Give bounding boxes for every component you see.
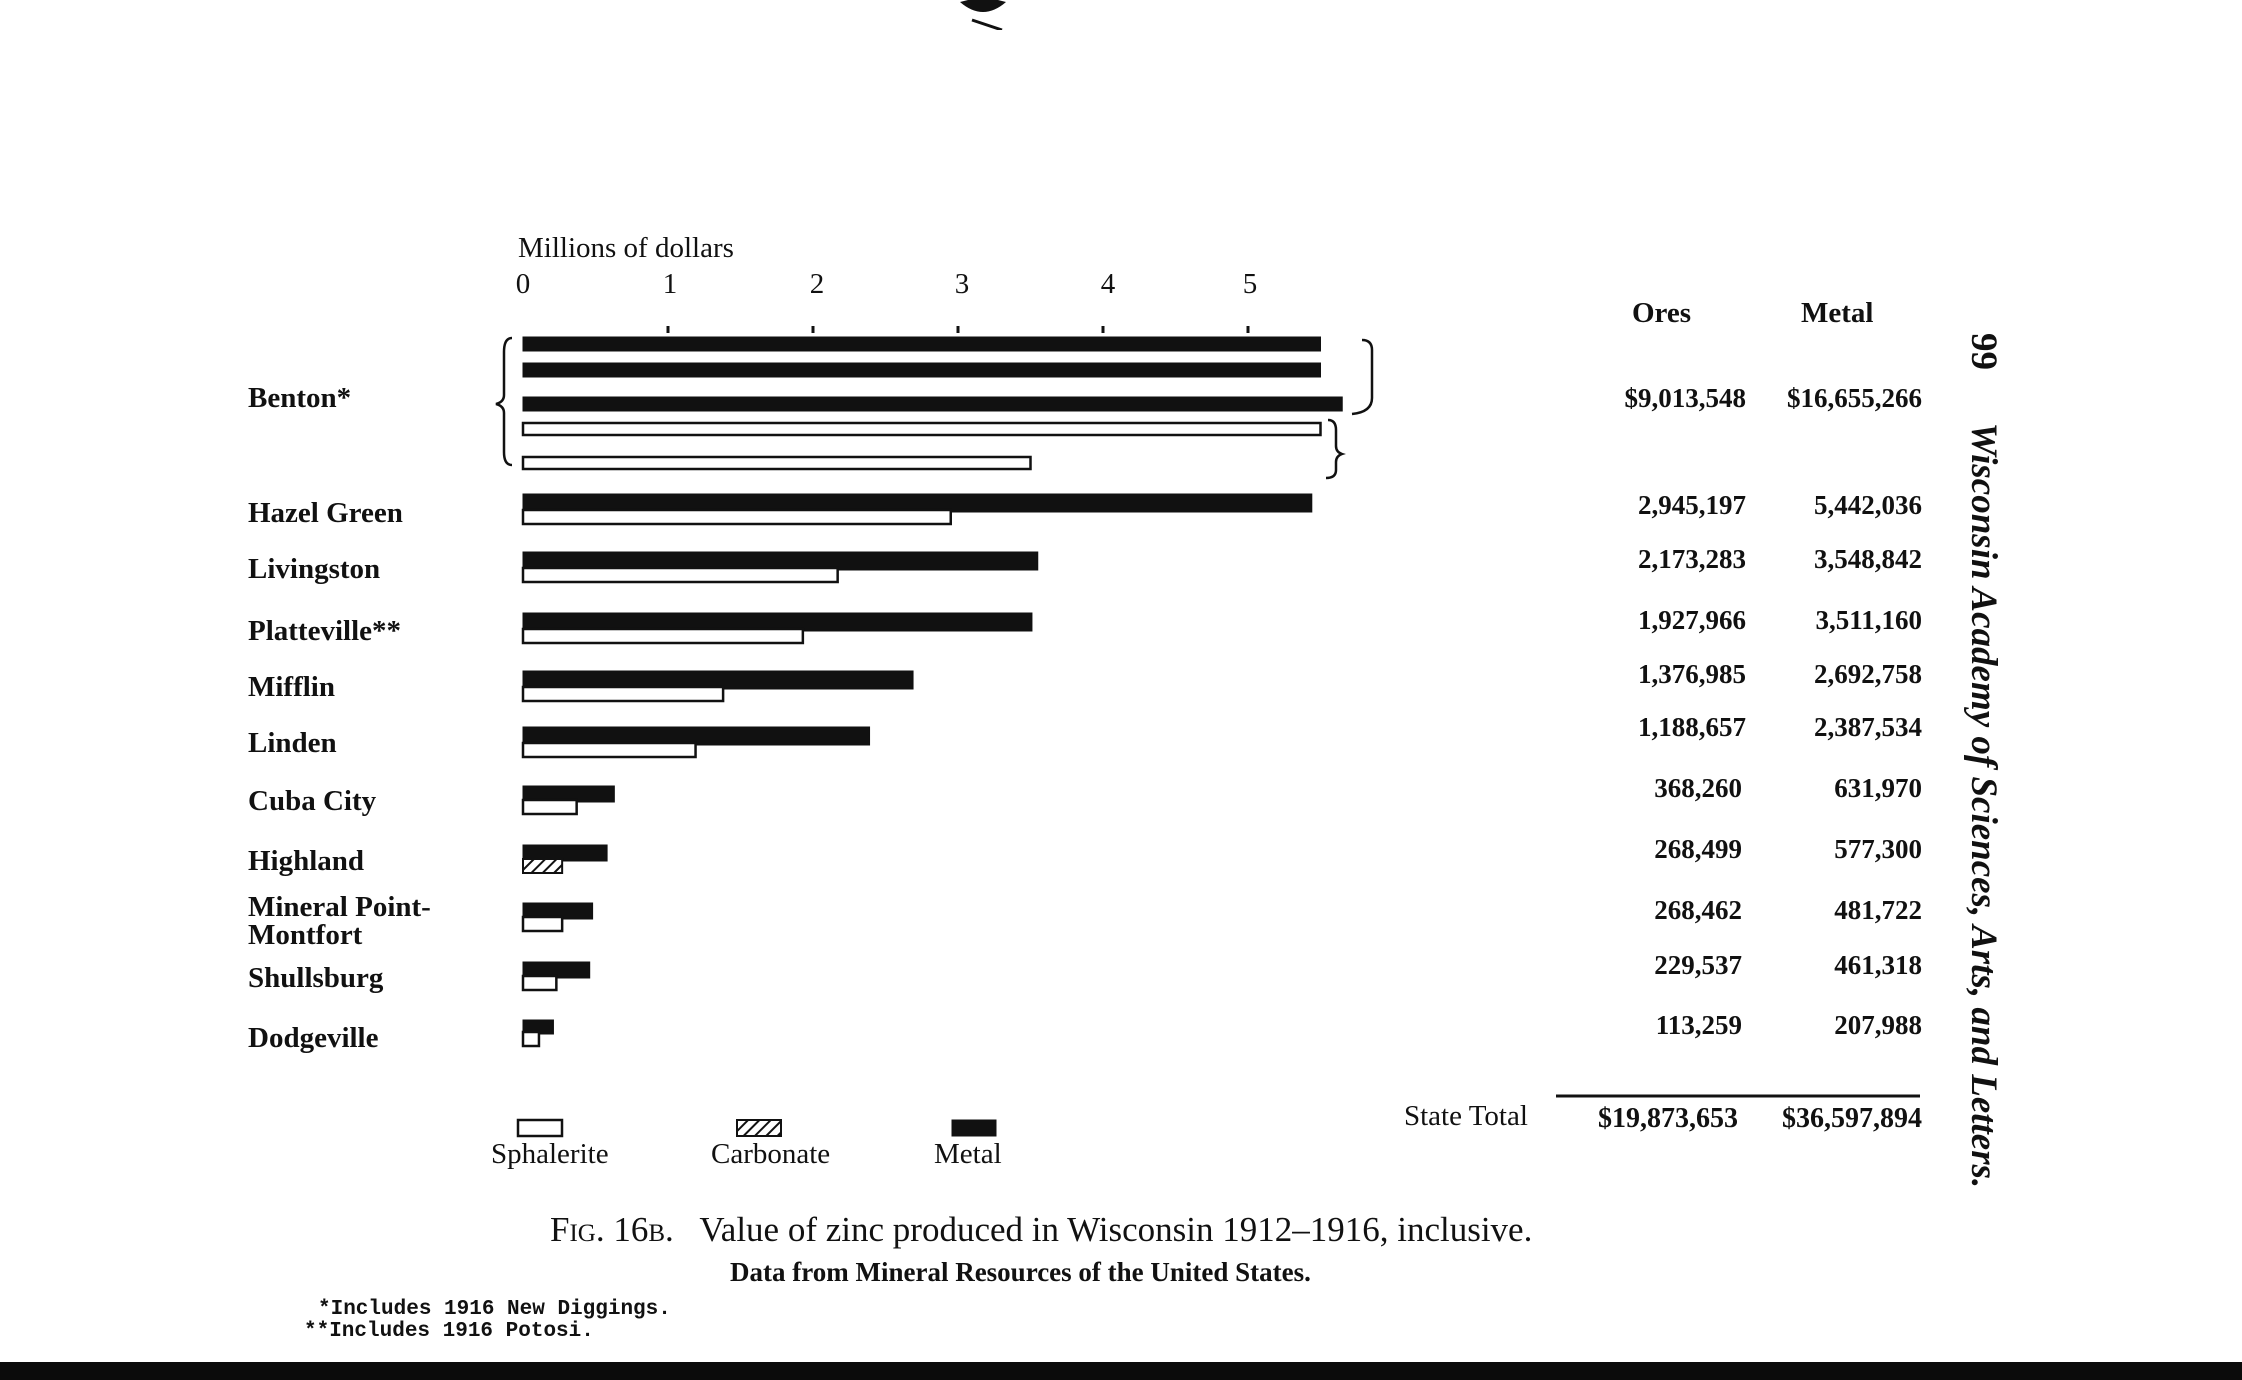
figure-number: Fig. 16b. [550,1210,674,1249]
row-label-mifflin: Mifflin [248,671,335,703]
footnote: *Includes 1916 New Diggings. [318,1298,671,1321]
bar-sphalerite [523,743,696,757]
axis-title: Millions of dollars [518,232,734,264]
ores-value: 268,499 [1654,834,1742,864]
row-label-benton: Benton* [248,382,352,414]
running-title: Wisconsin Academy of Sciences, Arts, and Letters. [1963,422,2004,1189]
benton-left-brace [496,338,512,465]
ores-value: 229,537 [1654,950,1742,980]
row-label-shullsburg: Shullsburg [248,962,384,994]
x-tick-label: 1 [662,268,678,300]
x-tick-label: 4 [1100,268,1116,300]
bar-sphalerite [523,629,803,643]
row-label-mineral-point-montfort: Mineral Point- Montfort [248,891,431,951]
data-source-note: Data from Mineral Resources of the United States. [730,1257,1311,1287]
footnote: **Includes 1916 Potosi. [304,1320,594,1343]
metal-value: $16,655,266 [1787,383,1922,413]
x-tick-label: 5 [1242,268,1258,300]
page-number: 99 [1963,333,2004,370]
row-label-platteville: Platteville** [248,615,402,647]
ores-value: 2,945,197 [1638,490,1746,520]
metal-value: 3,548,842 [1814,544,1922,574]
metal-value: 5,442,036 [1814,490,1922,520]
metal-value: 3,511,160 [1815,605,1922,635]
state-total-ores: $19,873,653 [1598,1103,1738,1134]
ores-value: 368,260 [1654,773,1742,803]
row-label-dodgeville: Dodgeville [248,1022,379,1054]
column-header-metal: Metal [1801,297,1874,329]
ores-value: 1,188,657 [1638,712,1746,742]
ores-value: 113,259 [1655,1010,1742,1040]
caption-text: Value of zinc produced in Wisconsin 1912–1916, inclusive. [699,1210,1533,1249]
legend-swatch-carbonate [737,1120,781,1136]
legend-swatch-sphalerite [518,1120,562,1136]
row-label-livingston: Livingston [248,553,381,585]
bar-sphalerite [523,976,556,990]
x-tick-label: 0 [515,268,531,300]
state-total-label: State Total [1404,1100,1528,1132]
metal-value: 2,387,534 [1814,712,1922,742]
bar-metal [523,397,1342,411]
row-label-highland: Highland [248,845,365,877]
bar-sphalerite [523,510,951,524]
legend-label-sphalerite: Sphalerite [491,1138,609,1170]
bar-sphalerite [523,457,1031,469]
row-label-linden: Linden [248,727,337,759]
row-label-hazel-green: Hazel Green [248,497,403,529]
metal-value: 461,318 [1834,950,1922,980]
x-tick-label: 2 [809,268,825,300]
bar-sphalerite [523,687,723,701]
ores-value: 2,173,283 [1638,544,1746,574]
row-label-cuba-city: Cuba City [248,785,377,817]
column-header-ores: Ores [1632,297,1692,329]
x-tick-label: 3 [954,268,970,300]
ores-value: 1,927,966 [1638,605,1746,635]
legend-label-metal: Metal [934,1138,1002,1170]
metal-value: 481,722 [1834,895,1922,925]
metal-value: 631,970 [1834,773,1922,803]
metal-value: 2,692,758 [1814,659,1922,689]
bar-sphalerite [523,1032,539,1046]
metal-value: 577,300 [1834,834,1922,864]
legend-label-carbonate: Carbonate [711,1138,831,1170]
legend-swatch-metal [952,1120,996,1136]
benton-metal-brace [1352,340,1372,414]
bar-sphalerite [523,917,562,931]
benton-sphalerite-brace [1326,420,1342,478]
bar-sphalerite [523,423,1321,435]
bar-carbonate [523,859,562,873]
bar-sphalerite [523,568,838,582]
bar-sphalerite [523,800,577,814]
bar-metal [523,363,1321,377]
state-total-metal: $36,597,894 [1782,1103,1922,1134]
ores-value: 1,376,985 [1638,659,1746,689]
ores-value: $9,013,548 [1624,383,1746,413]
ores-value: 268,462 [1654,895,1742,925]
bar-metal [523,337,1321,351]
metal-value: 207,988 [1834,1010,1922,1040]
